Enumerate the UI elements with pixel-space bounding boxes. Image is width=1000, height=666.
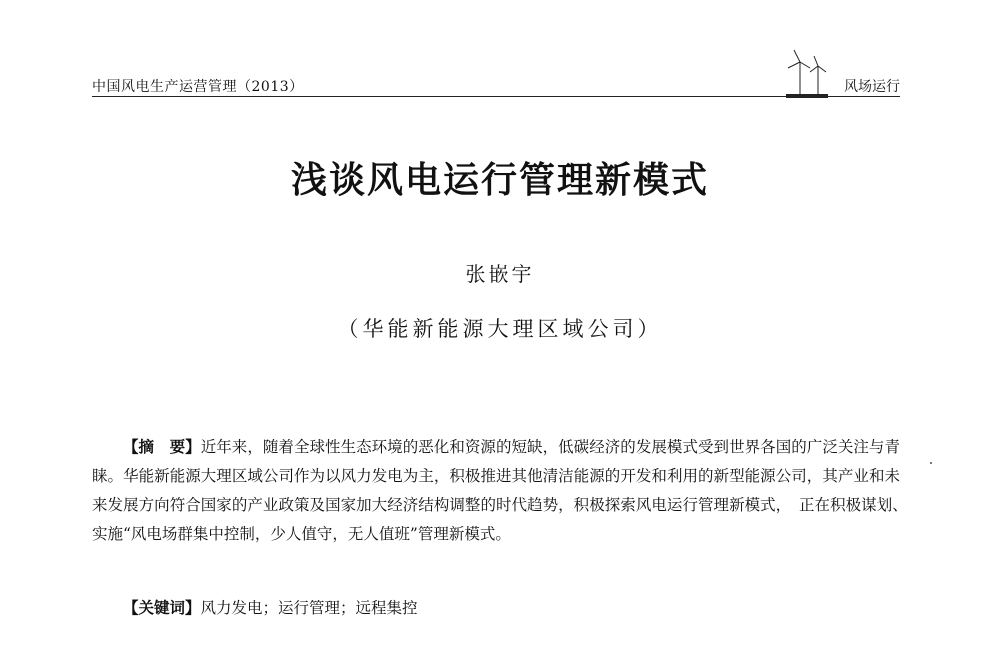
- article-title: 浅谈风电运行管理新模式: [290, 160, 709, 201]
- section-name: 风场运行: [844, 79, 900, 95]
- author-affiliation: （华能新能源大理区域公司）: [337, 317, 663, 341]
- keywords-paragraph: [92, 593, 900, 623]
- keywords-text: 风力发电；运行管理；远程集控: [200, 599, 418, 617]
- abstract-paragraph: [92, 432, 916, 549]
- header-divider: [92, 96, 900, 97]
- abstract-text: 近年来，随着全球性生态环境的恶化和资源的短缺，低碳经济的发展模式受到世界各国的广泛关注与青睐。华能新能源大理区域公司作为以风力发电为主，积极推进其他清洁能源的开发和利用的新型能源公司，其产业和未来发展方向符合国家的产业政策及国家加大经济结构调整的时代趋势，积极探索风电运行管理新模式， 正在积极谋划、 实施“风电场群集中控制，少人值守，无人值班”管理新模式。: [92, 438, 916, 543]
- abstract-label: 【摘 要】: [123, 437, 201, 456]
- keywords-label: 【关键词】: [123, 598, 201, 617]
- article-author: 张嵌宇: [465, 262, 535, 286]
- wind-turbine-icon: [786, 48, 828, 98]
- running-header: [92, 72, 900, 94]
- scan-speck: [930, 462, 932, 464]
- journal-name: 中国风电生产运营管理（2013）: [92, 79, 304, 95]
